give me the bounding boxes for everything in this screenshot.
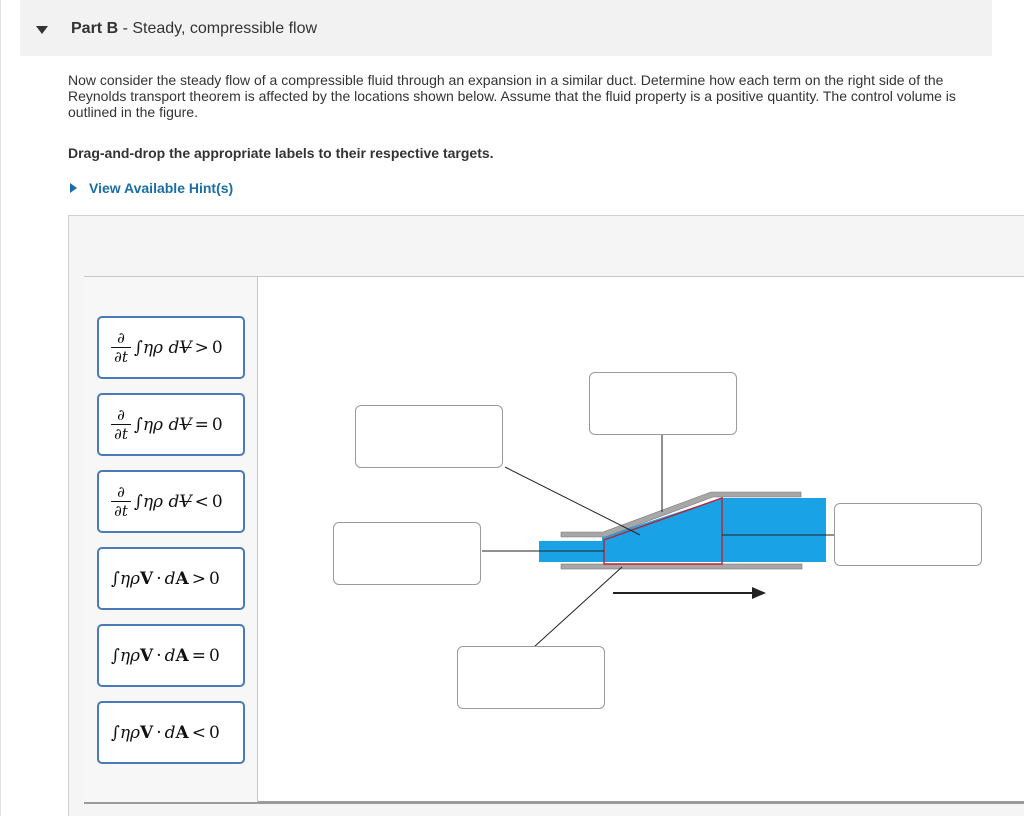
drop-target-top[interactable] — [589, 372, 737, 435]
drop-target-top-left[interactable] — [355, 405, 503, 468]
drop-target-bottom[interactable] — [457, 646, 605, 709]
partial-derivative: $\frac{\partial}{\partial t}$ — [111, 331, 131, 365]
partial-derivative: $\frac{\partial}{\partial t}$ — [111, 485, 131, 519]
label-volume-negative[interactable]: $\frac{\partial}{\partial t}$ ∫ηρ dV < 0 — [97, 470, 245, 533]
label-volume-zero[interactable]: $\frac{\partial}{\partial t}$ ∫ηρ dV = 0 — [97, 393, 245, 456]
leader-line-top-left — [505, 467, 640, 535]
label-surface-zero[interactable]: ∫ηρV · dA = 0 — [97, 624, 245, 687]
hint-label: View Available Hint(s) — [89, 180, 234, 196]
leader-line-bottom — [534, 567, 622, 647]
fluid-expansion — [602, 498, 826, 562]
partial-derivative: $\frac{\partial}{\partial t}$ — [111, 408, 131, 442]
drop-target-inlet[interactable] — [333, 522, 481, 585]
label-surface-negative[interactable]: ∫ηρV · dA < 0 — [97, 701, 245, 764]
label-surface-positive[interactable]: ∫ηρV · dA > 0 — [97, 547, 245, 610]
duct-wall-bottom — [561, 564, 802, 569]
instruction-text: Drag-and-drop the appropriate labels to their respective targets. — [68, 145, 494, 161]
flow-arrowhead — [752, 587, 766, 599]
label-volume-positive[interactable]: $\frac{\partial}{\partial t}$ ∫ηρ dV > 0 — [97, 316, 245, 379]
drop-target-outlet[interactable] — [834, 503, 982, 566]
question-text: Now consider the steady flow of a compressible fluid through an expansion in a similar duct. Determine how each term on the right side of the Reynolds transport theorem is affected by the locations shown below. Assume that the fluid property is a positive quantity. The control volume is outlined in the figure. — [68, 72, 956, 120]
part-title: Part B - Steady, compressible flow — [71, 20, 318, 37]
